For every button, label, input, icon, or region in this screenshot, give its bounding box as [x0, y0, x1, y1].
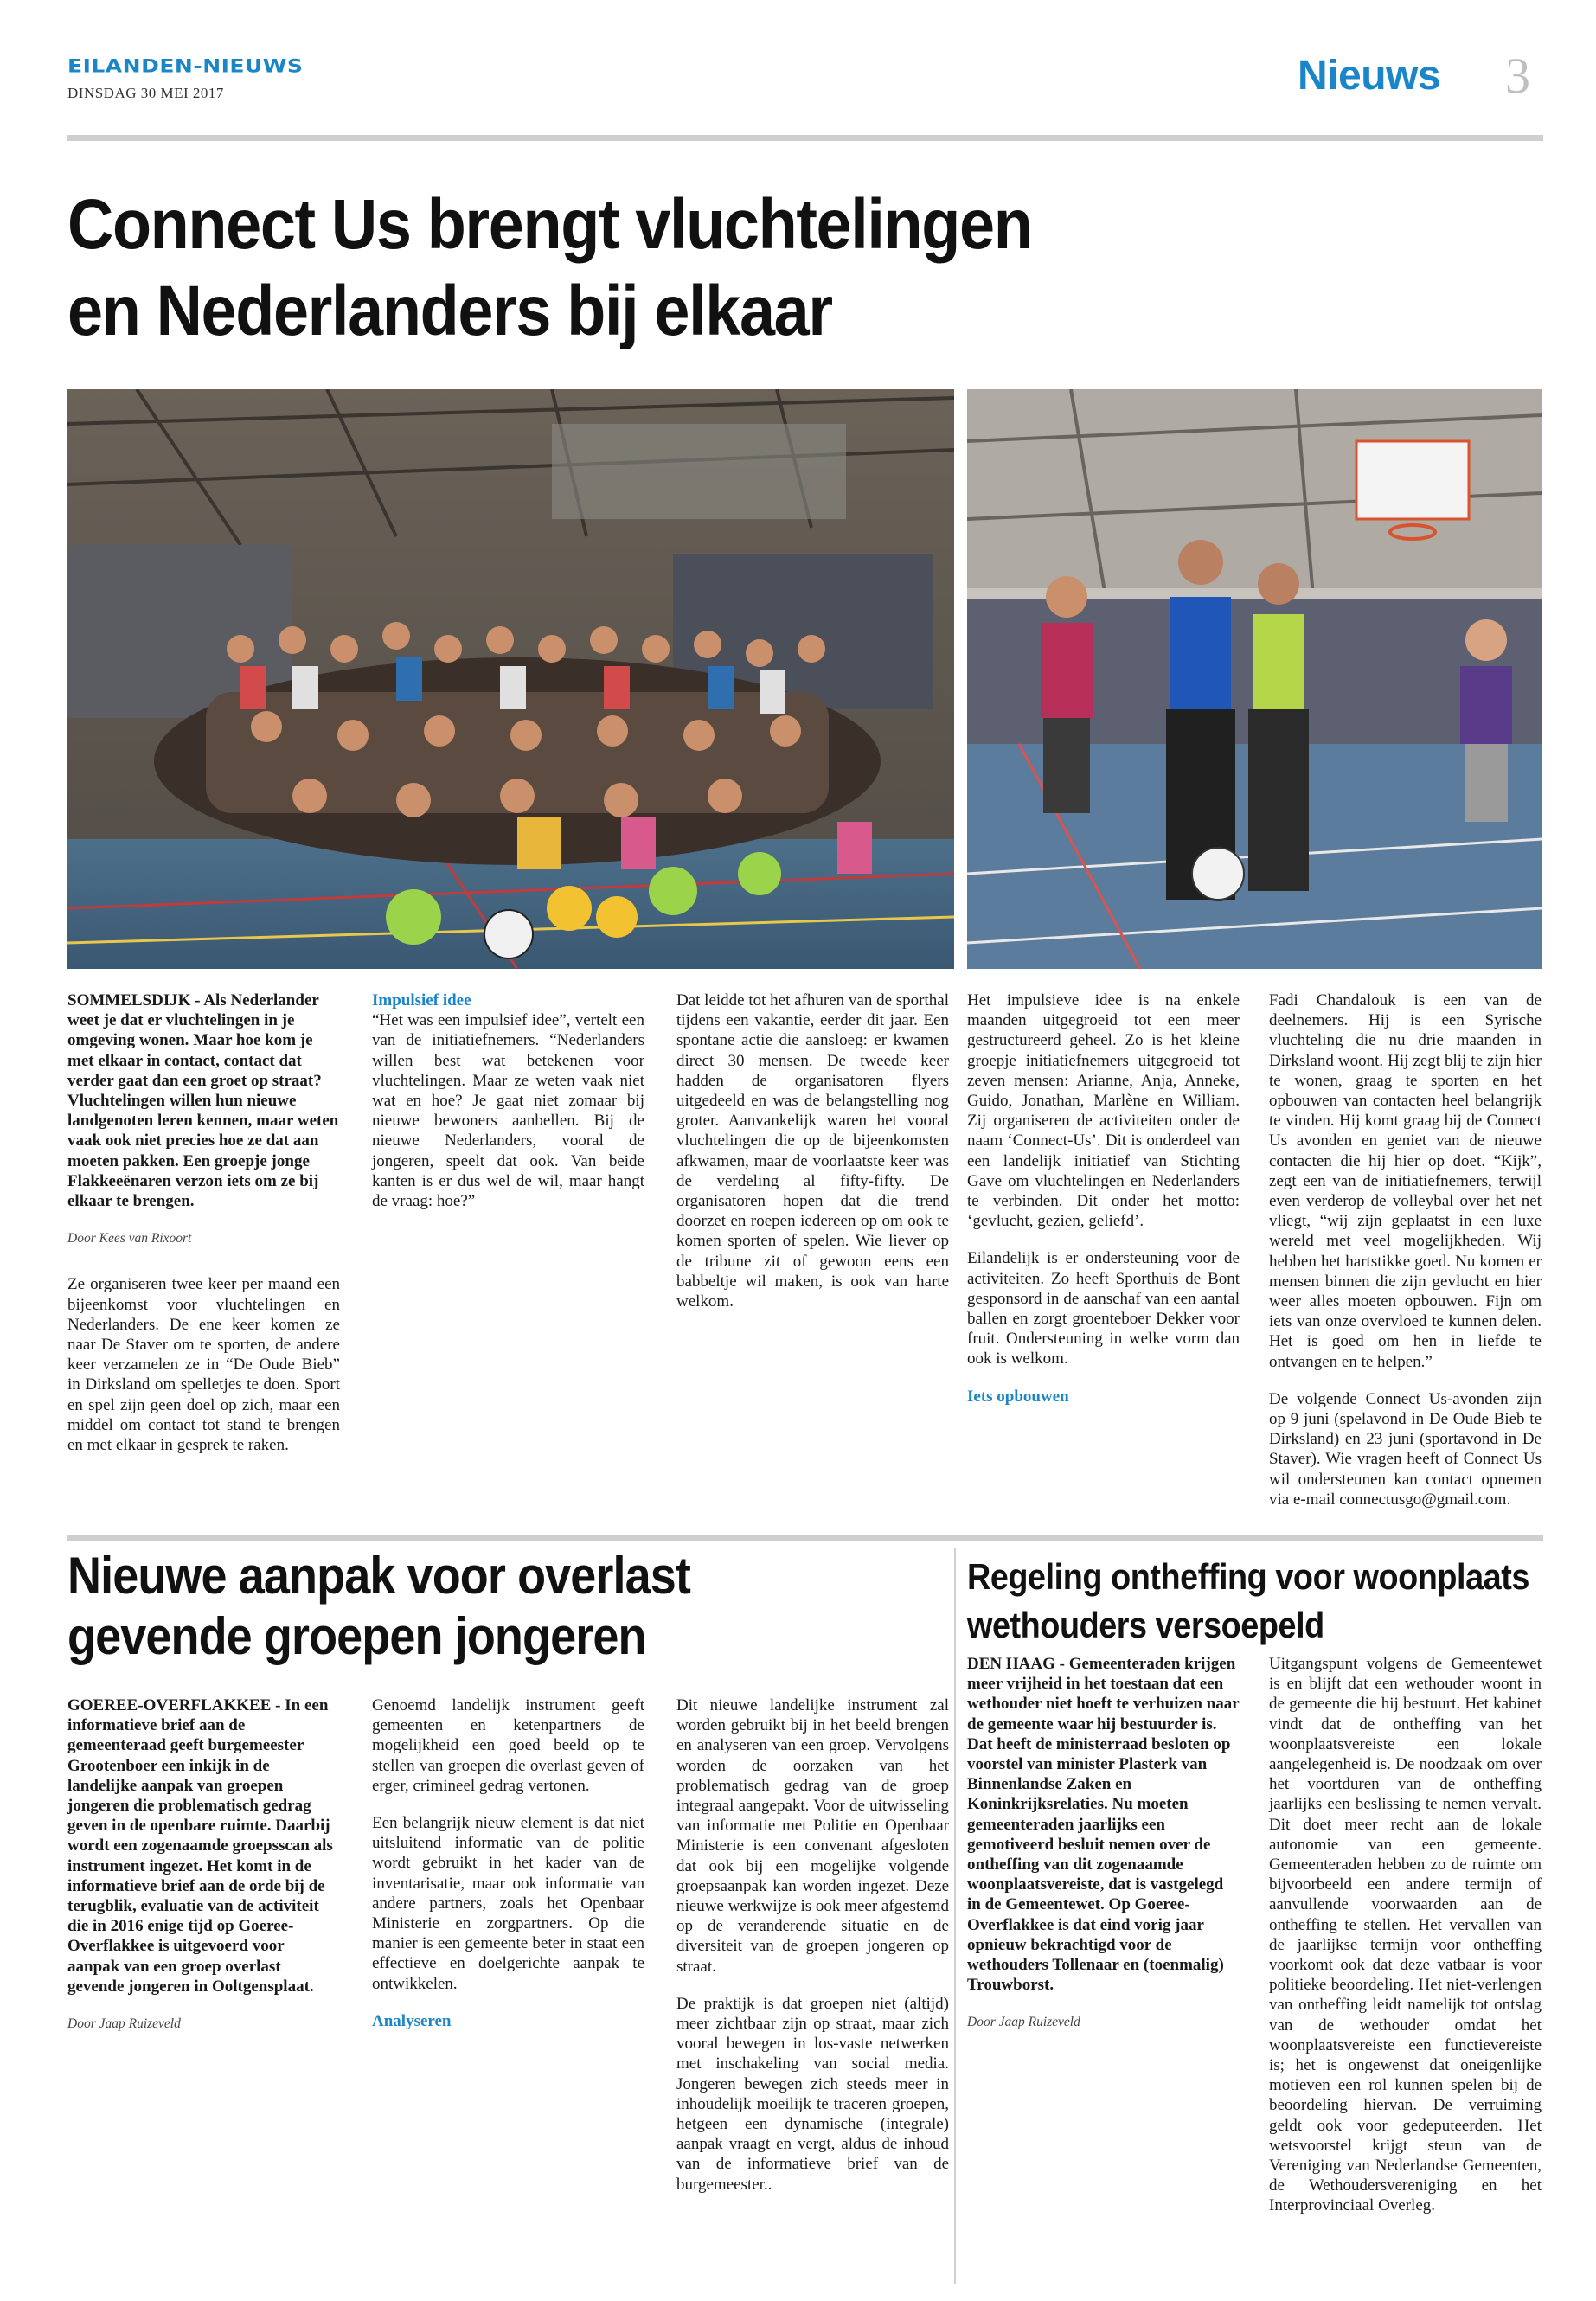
article1-paragraph: Eilandelijk is er ondersteuning voor de activiteiten. Zo heeft Sporthuis de Bont gesponsord in de aanschaf van een aantal ballen en zorgt groenteboer Dekker voor fruit. Ondersteuning in welke vorm dan ook is welkom.	[967, 1249, 1240, 1368]
article2-subheading: Analyseren	[372, 2011, 452, 2030]
article1-column-3	[676, 990, 949, 1329]
issue-date: DINSDAG 30 MEI 2017	[67, 85, 224, 101]
article2-headline: Nieuwe aanpak voor overlast gevende groepen jongeren	[67, 1547, 690, 1665]
article1-subheading-2: Iets opbouwen	[967, 1387, 1069, 1406]
article1-subheading-1: Impulsief idee	[372, 991, 471, 1009]
top-rule	[67, 135, 1543, 141]
football-photo	[967, 389, 1542, 969]
article1-paragraph: Ze organiseren twee keer per maand een bijeenkomst voor vluchtelingen en Nederlanders. De ene keer komen ze naar De Staver om te sporten, de andere keer verzamelen ze in “De Oude Bieb” in Dirksland om spelletjes te doen. Sport en spel zijn geen doel op zich, maar een middel om contact tot stand te brengen en met elkaar in gesprek te raken.	[67, 1275, 340, 1455]
newspaper-logo: EILANDEN-NIEUWS	[67, 55, 304, 77]
article1-column-2	[372, 990, 644, 1228]
column-divider	[954, 1548, 956, 2284]
article3-lead: DEN HAAG - Gemeenteraden krijgen meer vrijheid in het toestaan dat een wethouder niet hoeft te verhuizen naar de gemeente waar hij bestuurder is. Dat heeft de ministerraad besloten op voorstel van minister Plasterk van Binnenlandse Zaken en Koninkrijksrelaties. Nu moeten gemeenteraden jaarlijks een gemotiveerd besluit nemen over de ontheffing van dit zogenaamde woonplaatsvereiste, dat is vastgelegd in de Gemeentewet. Op Goeree-Overflakkee is dat eind vorig jaar opnieuw bekrachtigd voor de wethouders Tollenaar en (toenmalig) Trouwborst.	[967, 1655, 1240, 1995]
article1-column-4	[967, 990, 1240, 1407]
page-number: 3	[1505, 48, 1530, 104]
article1-byline: Door Kees van Rixoort	[67, 1231, 192, 1247]
section-title: Nieuws	[1298, 53, 1441, 99]
article2-lead: GOEREE-OVERFLAKKEE - In een informatieve brief aan de gemeenteraad geeft burgemeester Grootenboer een inkijk in de landelijke aanpak van groepen jongeren die problematisch gedrag geven in de openbare ruimte. Daarbij wordt een zogenaamde groepsscan als instrument ingezet. Het komt in de informatieve brief aan de orde bij de terugblik, evaluatie van de activiteit die in 2016 enige tijd op Goeree-Overflakkee is uitgevoerd voor aanpak van een groep overlast gevende jongeren in Ooltgensplaat.	[67, 1696, 333, 1996]
article1-column-5	[1269, 990, 1542, 1527]
article2-paragraph: Dit nieuwe landelijke instrument zal worden gebruikt bij in het beeld brengen en analyseren van een groep. Vervolgens worden de oorzaken van het problematisch gedrag van de groep integraal aangepakt. Voor de uitwisseling van informatie met Politie en Openbaar Ministerie is een convenant afgesloten dat ook bij een mogelijke volgende groepsaanpak kan worden ingezet. Deze nieuwe werkwijze is ook meer afgestemd op de veranderende situatie en de diversiteit van de groepen jongeren op straat.	[676, 1696, 949, 1976]
article1-lead: SOMMELSDIJK - Als Nederlander weet je dat er vluchtelingen in je omgeving wonen. Maar hoe kom je met elkaar in contact, contact dat verder gaat dan een groet op straat? Vluchtelingen willen hun nieuwe landgenoten leren kennen, maar weten vaak ook niet precies hoe ze dat aan moeten pakken. Een groepje jonge Flakkeeënaren verzon iets om ze bij elkaar te brengen.	[67, 991, 339, 1211]
article1-paragraph: Dat leidde tot het afhuren van de sporthal tijdens een vakantie, eerder dit jaar. Een spontane actie die aansloeg: er kwamen direct 30 mensen. De tweede keer hadden de organisatoren flyers uitgedeeld en was de belangstelling nog groter. Aanvankelijk waren het vooral vluchtelingen die op de bijeenkomsten afkwamen, maar de voorlaatste keer was de verdeling al fifty-fifty. De organisatoren hopen dat die trend doorzet en roepen iedereen op om ook te komen sporten of spelen. Wie liever op de tribune zit of gewoon eens een babbeltje wil maken, is ook van harte welkom.	[676, 991, 949, 1311]
article3-paragraph: Uitgangspunt volgens de Gemeentewet is en blijft dat een wethouder woont in de gemeente die hij bestuurt. Het kabinet vindt dat de ontheffing van het woonplaatsvereiste een lokale aangelegenheid is. De noodzaak om over het voortduren van de ontheffing jaarlijks een beslissing te nemen vervalt. Dit doet meer recht aan de lokale autonomie van een gemeente. Gemeenteraden hebben zo de ruimte om bijvoorbeeld een andere termijn of aanvullende voorwaarden aan de ontheffing te stellen. Het vervallen van de jaarlijkse termijn voor ontheffing voorkomt ook dat deze vatbaar is voor politieke beoordeling. Het niet-verlengen van ontheffing leidt namelijk tot ontslag van de wethouder omdat het woonplaatsvereiste een functievereiste is; het is ongewenst dat oneigenlijke motieven een rol kunnen spelen bij de beoordeling hiervan. De verruiming geldt ook voor gedeputeerden. Het wetsvoorstel krijgt steun van de Vereniging van Nederlandse Gemeenten, de Wethoudersvereniging en het Interprovinciaal Overleg.	[1269, 1655, 1542, 2215]
article1-paragraph: De volgende Connect Us-avonden zijn op 9 juni (spelavond in De Oude Bieb te Dirksland) en 23 juni (sportavond in De Staver). Wie vragen heeft of Connect Us wil ondersteunen kan contact opnemen via e-mail connectusgo@gmail.com.	[1269, 1389, 1542, 1509]
article2-paragraph: Een belangrijk nieuw element is dat niet uitsluitend informatie van de politie wordt gebruikt in het kader van de inventarisatie, maar ook informatie van andere partners, zoals het Openbaar Ministerie en zorgpartners. Op die manier is een gemeente beter in staat een effectieve en doelgerichte aanpak te ontwikkelen.	[372, 1814, 644, 1993]
article1-paragraph: “Het was een impulsief idee”, vertelt een van de initiatiefnemers. “Nederlanders willen best wat betekenen voor vluchtelingen. Maar ze weten vaak niet wat en hoe? Je gaat niet zomaar bij nieuwe bewoners aanbellen. Bij de nieuwe Nederlanders, vooral de jongeren, speelt dat ook. Van beide kanten is er dus wel de wil, maar hangt de vraag: hoe?”	[372, 1011, 644, 1211]
article3-headline: Regeling ontheffing voor woonplaats wethouders versoepeld	[967, 1556, 1529, 1645]
article2-paragraph: De praktijk is dat groepen niet (altijd) meer zichtbaar zijn op straat, maar zich vooral bewegen in los-vaste netwerken met inschakeling van social media. Jongeren bewegen zich steeds meer in inhoudelijk moeilijk te traceren groepen, hetgeen een dynamische (integrale) aanpak vraagt en vergt, aldus de inhoud van de informatieve brief van de burgemeester..	[676, 1994, 949, 2194]
article1-headline: Connect Us brengt vluchtelingen en Nederlanders bij elkaar	[67, 185, 1032, 350]
article1-paragraph: Fadi Chandalouk is een van de deelnemers. Hij is een Syrische vluchteling die nu drie maanden in Dirksland woont. Hij zegt blij te zijn hier te wonen, graag te sporten en het opbouwen van contacten heel belangrijk te vinden. Hij komt graag bij de Connect Us avonden en geniet van de nieuwe contacten die hij hier op doet. “Kijk”, zegt een van de initiatiefnemers, terwijl even verderop de volleybal over het net vliegt, “wij zijn geplaatst in een luxe wereld met veel mogelijkheden. Wij hebben het hartstikke goed. Nu komen er mensen binnen die zijn gevlucht en hier weer alles moeten opbouwen. Fijn om iets van onze overvloed te kunnen delen. Het is goed om hen in liefde te ontvangen en te helpen.”	[1269, 991, 1542, 1371]
middle-rule	[67, 1535, 1543, 1541]
article3-column-2	[1269, 1654, 1542, 2234]
group-photo	[67, 389, 954, 969]
article1-paragraph: Het impulsieve idee is na enkele maanden uitgegroeid tot een meer gestructureerd geheel. Zo is het kleine groepje initiatiefnemers uitgegroeid tot zeven mensen: Arianne, Anja, Anneke, Guido, Jonathan, Marlène en William. Zij organiseren de activiteiten onder de naam ‘Connect-Us’. Dit is onderdeel van een landelijk initiatief van Stichting Gave om vluchtelingen en Nederlanders te verbinden. Dit onder het motto: ‘gevlucht, gezien, geliefd’.	[967, 991, 1240, 1231]
article2-column-3	[676, 1695, 949, 2212]
article2-byline: Door Jaap Ruizeveld	[67, 2016, 181, 2032]
article3-byline: Door Jaap Ruizeveld	[967, 2015, 1080, 2030]
article3-column-1	[967, 1654, 1240, 2059]
article2-paragraph: Genoemd landelijk instrument geeft gemeenten en ketenpartners de mogelijkheid een goed beeld op te stellen van groepen die overlast geven of erger, crimineel gedrag vertonen.	[372, 1696, 644, 1795]
article2-column-1	[67, 1695, 340, 2060]
article2-column-2	[372, 1695, 644, 2031]
article1-column-1	[67, 990, 340, 1472]
